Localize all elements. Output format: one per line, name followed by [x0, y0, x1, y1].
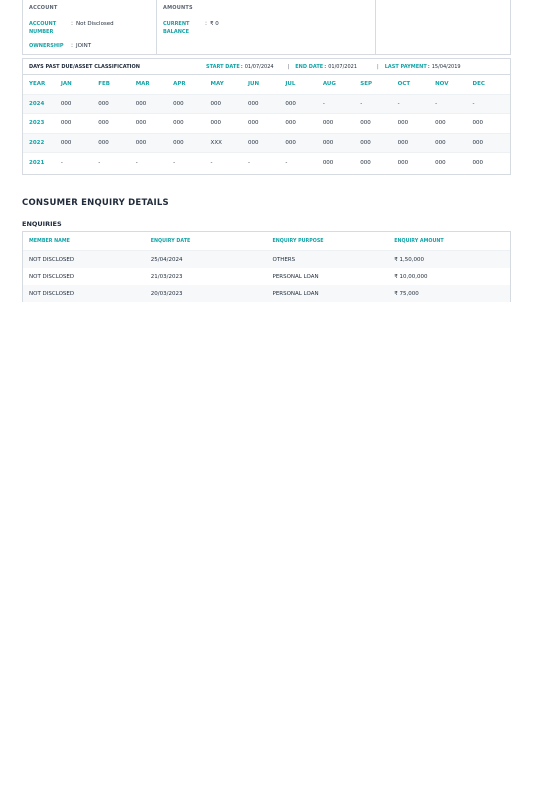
dpd-year: 2021 — [29, 159, 45, 166]
dpd-cell: 000 — [210, 120, 222, 127]
current-balance-row — [163, 20, 369, 36]
member-name: NOT DISCLOSED — [29, 290, 75, 297]
enquiry-amount: ₹ 1,50,000 — [394, 256, 424, 263]
dpd-col-header: FEB — [98, 81, 110, 88]
dpd-cell: 000 — [247, 120, 259, 127]
dpd-cell: 000 — [360, 120, 371, 127]
meta-bar: | — [287, 63, 290, 70]
dpd-cell: - — [210, 159, 213, 166]
enquiry-amount: ₹ 10,00,000 — [394, 273, 428, 280]
dpd-cell: 000 — [322, 159, 334, 166]
enquiry-date: 25/04/2024 — [150, 256, 183, 263]
account-number-value: Not Disclosed — [76, 21, 114, 27]
dpd-cell: 000 — [210, 100, 222, 107]
start-date-label: START DATE — [206, 63, 240, 70]
dpd-cell: 000 — [247, 139, 259, 146]
dpd-cell: 000 — [435, 159, 446, 166]
last-payment-label: LAST PAYMENT — [384, 63, 427, 70]
dpd-cell: 000 — [173, 100, 184, 107]
dpd-cell: 000 — [472, 139, 483, 146]
dpd-cell: 000 — [322, 120, 334, 127]
enquiry-purpose: PERSONAL LOAN — [272, 273, 319, 280]
enquiries-subtitle: ENQUIRIES — [22, 220, 62, 228]
dpd-cell: 000 — [98, 139, 109, 146]
separator: : — [71, 20, 74, 27]
dpd-cell: - — [60, 159, 63, 166]
dpd-col-header: JUN — [247, 81, 260, 88]
meta-bar: | — [377, 63, 379, 70]
current-balance-label: CURRENT BALANCE — [163, 21, 190, 35]
dpd-cell: - — [472, 100, 475, 107]
enquiry-row — [23, 251, 510, 268]
enquiry-row — [23, 268, 510, 285]
dpd-col-header: MAR — [135, 81, 150, 88]
dpd-cell: 000 — [173, 139, 184, 146]
end-date-label: END DATE — [295, 63, 324, 70]
enquiry-col-header: ENQUIRY AMOUNT — [394, 238, 444, 244]
account-section — [23, 0, 157, 54]
ownership-value: JOINT — [76, 43, 92, 49]
dpd-cell: 000 — [397, 139, 409, 146]
enquiries-header-row — [23, 232, 510, 251]
dpd-cell: - — [397, 100, 400, 107]
dpd-cell: 000 — [285, 100, 296, 107]
dpd-row — [23, 114, 510, 134]
member-name: NOT DISCLOSED — [29, 256, 75, 263]
dpd-cell: 000 — [135, 100, 147, 107]
dpd-cell: - — [247, 159, 250, 166]
empty-section — [376, 0, 510, 54]
dpd-cell: 000 — [435, 120, 446, 127]
dpd-cell: 000 — [435, 139, 446, 146]
account-number-row — [29, 20, 150, 36]
dpd-cell: 000 — [397, 159, 409, 166]
enquiry-col-header: MEMBER NAME — [29, 238, 70, 244]
dpd-cell: - — [173, 159, 176, 166]
dpd-col-header: DEC — [472, 81, 485, 88]
dpd-cell: XXX — [210, 139, 222, 146]
separator: : — [205, 20, 208, 27]
dpd-cell: 000 — [360, 159, 371, 166]
dpd-year: 2023 — [29, 120, 45, 127]
dpd-grid — [23, 75, 510, 173]
enquiry-col-header: ENQUIRY PURPOSE — [272, 238, 324, 244]
member-name: NOT DISCLOSED — [29, 273, 75, 280]
dpd-row — [23, 134, 510, 154]
dpd-cell: 000 — [60, 139, 72, 146]
dpd-col-header: NOV — [435, 81, 449, 88]
dpd-col-header: OCT — [397, 81, 411, 88]
enquiry-purpose: OTHERS — [272, 256, 296, 263]
dpd-end-date — [295, 64, 357, 70]
meta-separator: : — [324, 63, 327, 70]
dpd-cell: 000 — [60, 120, 72, 127]
dpd-table — [22, 58, 511, 175]
dpd-cell: - — [360, 100, 363, 107]
dpd-last-payment — [385, 64, 461, 70]
last-payment-value: 15/04/2019 — [431, 63, 461, 70]
dpd-cell: 000 — [135, 120, 147, 127]
enquiry-date: 21/03/2023 — [150, 273, 183, 280]
enquiries-table — [22, 231, 511, 302]
enquiry-col-header: ENQUIRY DATE — [150, 238, 191, 244]
enquiry-date: 20/03/2023 — [150, 290, 183, 297]
dpd-cell: - — [135, 159, 138, 166]
enquiry-purpose: PERSONAL LOAN — [272, 290, 319, 297]
dpd-title: DAYS PAST DUE/ASSET CLASSIFICATION — [29, 63, 140, 70]
enquiry-amount: ₹ 75,000 — [394, 290, 419, 297]
dpd-row — [23, 95, 510, 115]
account-number-label: ACCOUNT NUMBER — [29, 21, 57, 35]
current-balance-value: ₹ 0 — [210, 21, 219, 27]
dpd-cell: 000 — [98, 100, 109, 107]
dpd-col-header: YEAR — [29, 81, 46, 88]
dpd-col-header: MAY — [210, 81, 224, 88]
dpd-cell: 000 — [135, 139, 147, 146]
dpd-col-header: JAN — [60, 81, 72, 88]
meta-separator: : — [427, 63, 430, 70]
dpd-row — [23, 153, 510, 173]
dpd-cell: 000 — [472, 120, 483, 127]
dpd-cell: 000 — [397, 120, 409, 127]
dpd-year: 2022 — [29, 139, 45, 146]
dpd-cell: 000 — [247, 100, 259, 107]
end-date-value: 01/07/2021 — [328, 63, 358, 70]
dpd-col-header: APR — [173, 81, 186, 88]
enquiry-section-title: CONSUMER ENQUIRY DETAILS — [22, 198, 169, 208]
dpd-header — [23, 59, 510, 75]
dpd-col-header: SEP — [360, 81, 372, 88]
dpd-cell: 000 — [322, 139, 334, 146]
dpd-cell: - — [285, 159, 288, 166]
amounts-section — [157, 0, 376, 54]
start-date-value: 01/07/2024 — [244, 63, 274, 70]
meta-separator: : — [240, 63, 243, 70]
ownership-label: OWNERSHIP — [29, 43, 64, 49]
dpd-cell: - — [435, 100, 438, 107]
dpd-col-header: AUG — [322, 81, 336, 88]
account-card — [22, 0, 511, 55]
dpd-cell: - — [322, 100, 325, 107]
dpd-col-header: JUL — [285, 81, 296, 88]
dpd-cell: 000 — [472, 159, 483, 166]
dpd-cell: 000 — [60, 100, 72, 107]
dpd-year: 2024 — [29, 100, 45, 107]
dpd-cell: 000 — [173, 120, 184, 127]
dpd-cell: - — [98, 159, 101, 166]
dpd-cell: 000 — [285, 139, 296, 146]
dpd-start-date — [206, 64, 274, 70]
dpd-cell: 000 — [285, 120, 296, 127]
account-section-title: ACCOUNT — [29, 5, 58, 11]
amounts-section-title: AMOUNTS — [163, 5, 193, 11]
ownership-row — [29, 42, 150, 50]
enquiry-row — [23, 285, 510, 302]
dpd-header-row — [23, 75, 510, 95]
dpd-cell: 000 — [98, 120, 109, 127]
dpd-cell: 000 — [360, 139, 371, 146]
separator: : — [71, 42, 74, 49]
